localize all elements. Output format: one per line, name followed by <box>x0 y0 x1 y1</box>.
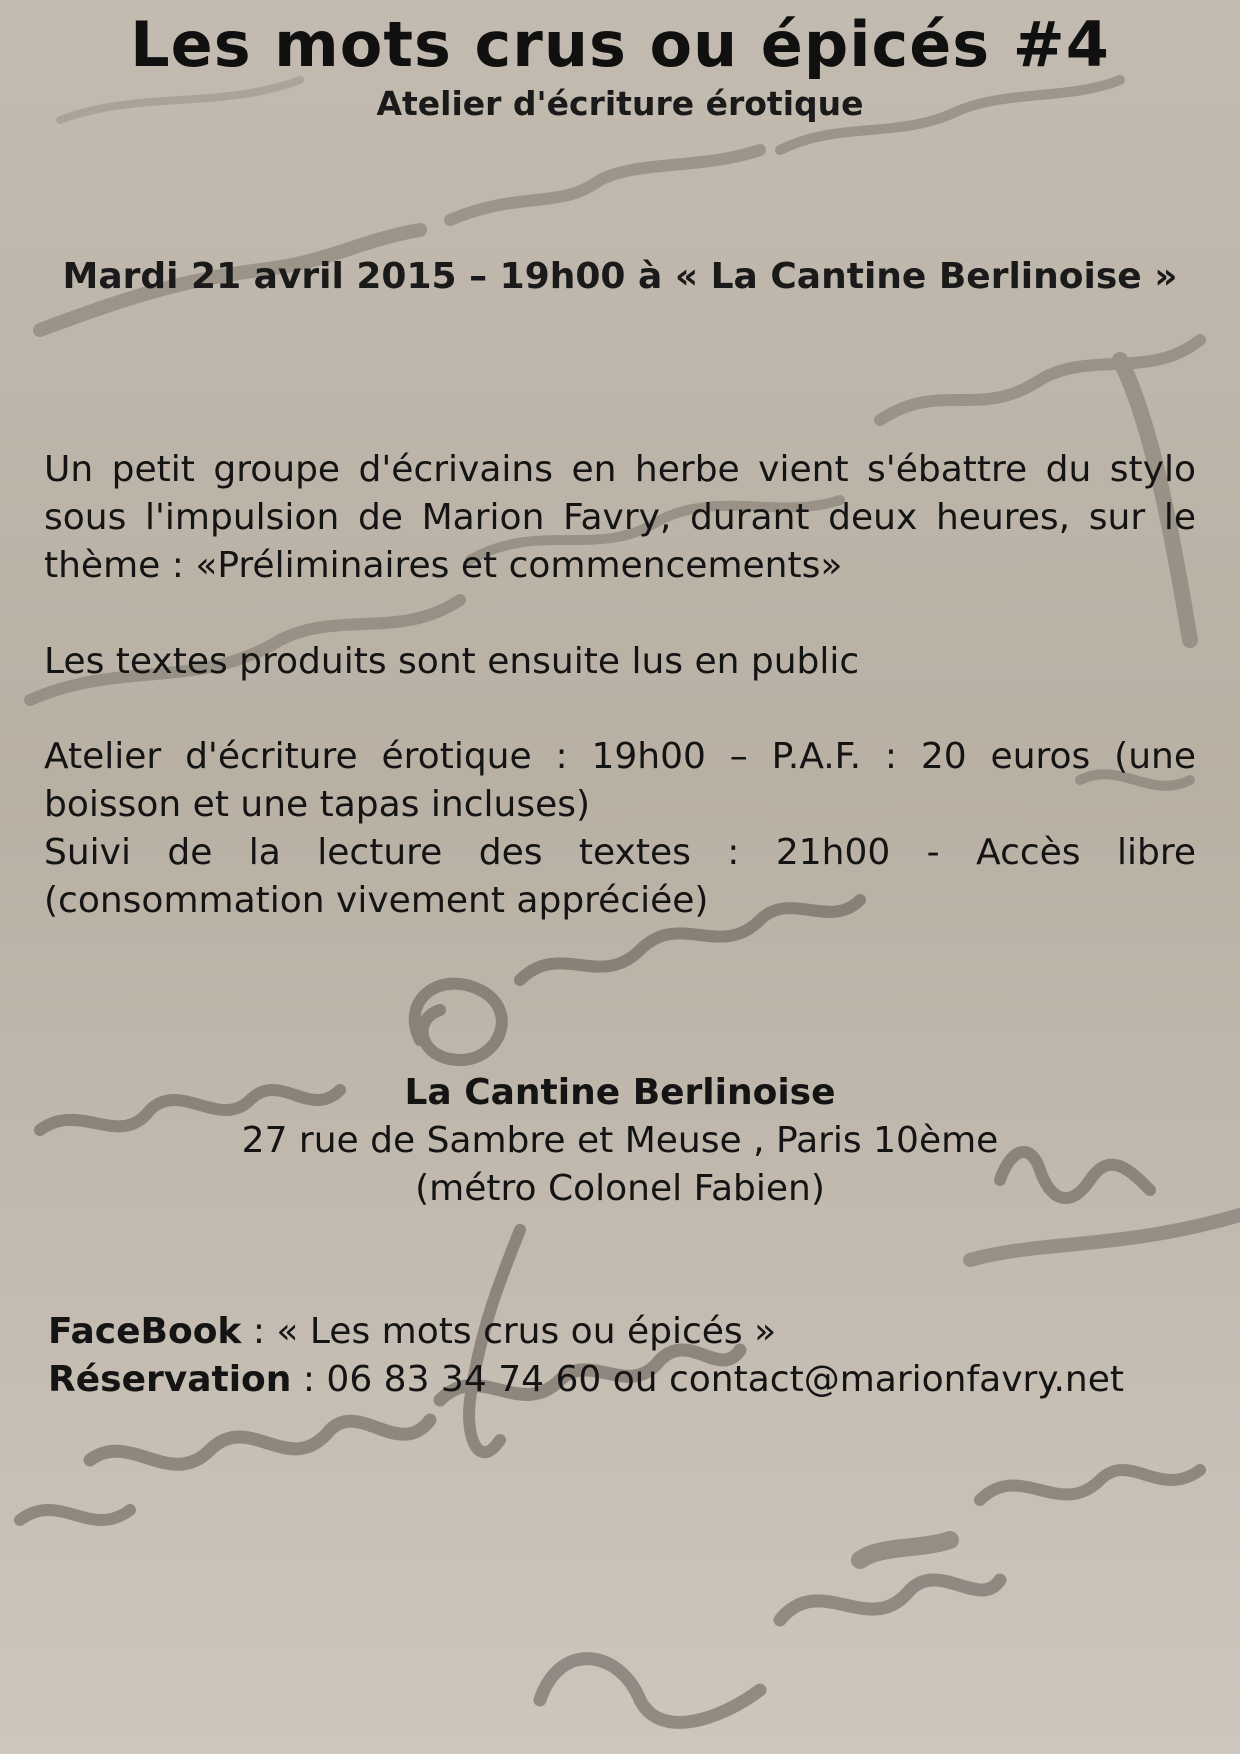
facebook-label: FaceBook <box>48 1311 242 1352</box>
reservation-label: Réservation <box>48 1359 292 1400</box>
schedule-line: Atelier d'écriture érotique : 19h00 – P.A.F. : 20 euros (une <box>44 736 1196 777</box>
schedule-paragraph <box>44 733 1196 925</box>
intro-line: thème : «Préliminaires et commencements» <box>44 545 843 586</box>
venue-name: La Cantine Berlinoise <box>404 1072 836 1113</box>
event-date-line: Mardi 21 avril 2015 – 19h00 à « La Cantine Berlinoise » <box>62 256 1178 297</box>
facebook-value: : « Les mots crus ou épicés » <box>252 1311 777 1352</box>
reading-note-paragraph <box>44 638 1196 686</box>
intro-line: sous l'impulsion de Marion Favry, durant deux heures, sur le <box>44 497 1196 538</box>
reservation-line <box>48 1356 1124 1404</box>
schedule-line: boisson et une tapas incluses) <box>44 784 591 825</box>
venue-block <box>0 1069 1240 1213</box>
reading-note: Les textes produits sont ensuite lus en public <box>44 641 860 682</box>
intro-line: Un petit groupe d'écrivains en herbe vient s'ébattre du stylo <box>44 449 1196 490</box>
facebook-line <box>48 1308 1124 1356</box>
poster-title: Les mots crus ou épicés #4 <box>130 8 1110 81</box>
poster-subtitle: Atelier d'écriture érotique <box>376 84 864 123</box>
intro-paragraph <box>44 446 1196 590</box>
schedule-line: Suivi de la lecture des textes : 21h00 - Accès libre <box>44 832 1196 873</box>
reservation-value: : 06 83 34 74 60 ou contact@marionfavry.net <box>302 1359 1125 1400</box>
venue-address: 27 rue de Sambre et Meuse , Paris 10ème <box>241 1120 999 1161</box>
venue-metro: (métro Colonel Fabien) <box>415 1168 825 1209</box>
schedule-line: (consommation vivement appréciée) <box>44 880 709 921</box>
contact-block <box>48 1308 1124 1404</box>
